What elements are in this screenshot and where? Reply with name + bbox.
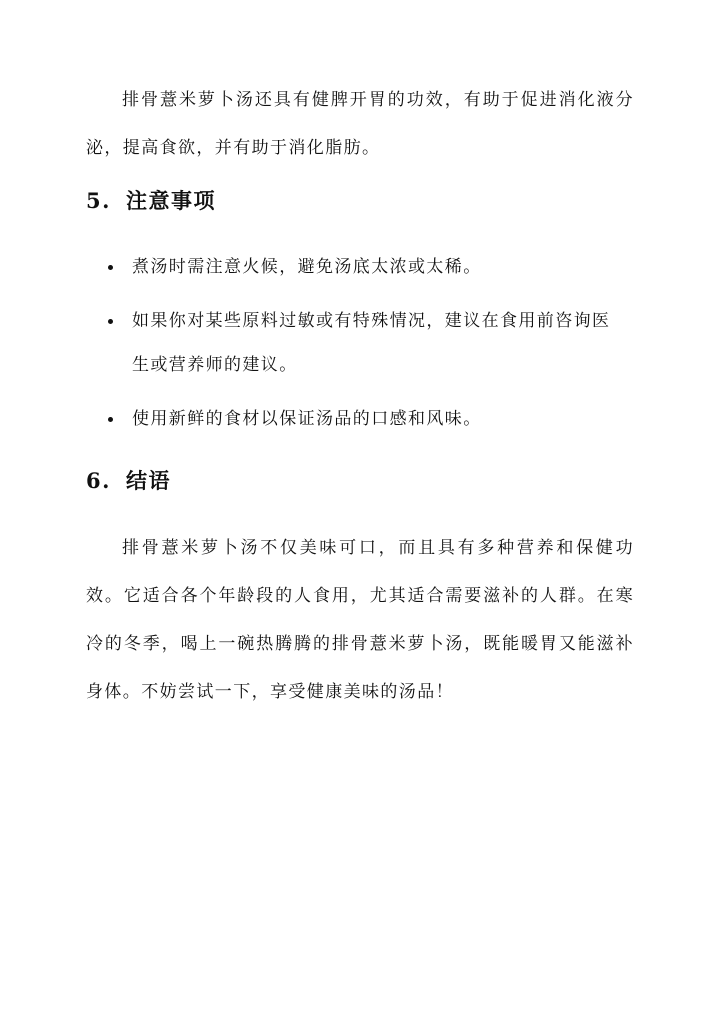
bullet-icon xyxy=(108,319,113,324)
list-item-text: 如果你对某些原料过敏或有特殊情况，建议在食用前咨询医生或营养师的建议。 xyxy=(132,311,611,375)
section-number: 6. xyxy=(86,468,111,493)
list-item xyxy=(106,397,626,441)
precautions-list xyxy=(106,245,626,441)
section-number: 5. xyxy=(86,188,111,213)
section-title: 结语 xyxy=(126,468,171,493)
list-item-text: 使用新鲜的食材以保证汤品的口感和风味。 xyxy=(132,409,482,429)
list-item xyxy=(106,299,626,387)
intro-paragraph: 排骨薏米萝卜汤还具有健脾开胃的功效，有助于促进消化液分泌，提高食欲，并有助于消化脂肪。 xyxy=(86,90,634,158)
section-title: 注意事项 xyxy=(126,188,216,213)
conclusion-paragraph: 排骨薏米萝卜汤不仅美味可口，而且具有多种营养和保健功效。它适合各个年龄段的人食用，尤其适合需要滋补的人群。在寒冷的冬季，喝上一碗热腾腾的排骨薏米萝卜汤，既能暖胃又能滋补身体。不妨尝试一下，享受健康美味的汤品！ xyxy=(86,538,634,702)
section-heading-conclusion xyxy=(86,466,171,496)
list-item-text: 煮汤时需注意火候，避免汤底太浓或太稀。 xyxy=(132,257,482,277)
list-item xyxy=(106,245,626,289)
bullet-icon xyxy=(108,265,113,270)
bullet-icon xyxy=(108,417,113,422)
section-heading-precautions xyxy=(86,186,216,216)
